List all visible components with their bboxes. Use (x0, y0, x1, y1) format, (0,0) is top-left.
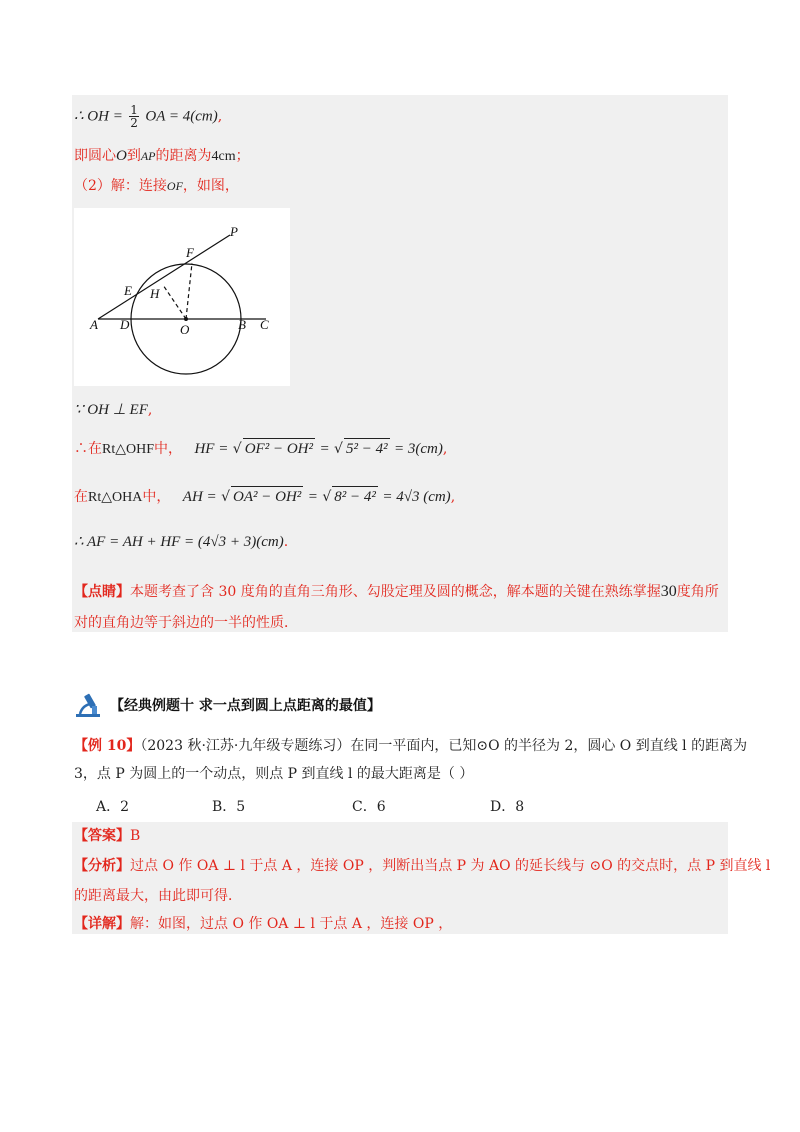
example-text-1: （2023 秋·江苏·九年级专题练习）在同一平面内，已知⊙O 的半径为 2，圆心 O 到直线 l 的距离为 (140, 738, 748, 754)
segment-oh (163, 285, 186, 319)
part2-line (74, 176, 239, 196)
ah-result: = 4√3 (cm) (382, 489, 451, 505)
hf-prefix: ∴在 (74, 441, 102, 457)
label-b: B (238, 317, 246, 332)
analysis-text-1: 过点 O 作 OA ⊥ l 于点 A ，连接 OP ，判断出当点 P 为 AO 的延长线与 ⊙O 的交点时，点 P 到直线 l (130, 858, 771, 874)
ah-equation-line: 在Rt△OHA中， AH = √ OA² − OH² = √ 8² − 4² = 4√3 (cm), (74, 486, 455, 508)
part2-tail: ，如图， (182, 178, 239, 194)
ah-lhs: AH = (182, 489, 217, 505)
oh-equation-line (74, 104, 222, 129)
distance-line (74, 146, 250, 167)
oh-rhs: OA = 4(cm) (145, 108, 218, 125)
detail-line (74, 914, 452, 934)
choice-d[interactable]: D．8 (490, 799, 525, 815)
detail-text: 解：如图，过点 O 作 OA ⊥ l 于点 A ，连接 OP ， (130, 916, 453, 932)
af-equation-line (74, 532, 288, 552)
label-a: A (90, 317, 98, 332)
comment-line-1 (74, 582, 719, 602)
center-point (184, 317, 188, 321)
hf-eq: = (319, 441, 330, 457)
ah-triangle: Rt△OHA (88, 490, 143, 505)
oh-tail: , (217, 108, 223, 125)
ah-prefix: 在 (74, 489, 88, 505)
choice-b[interactable]: B．5 (212, 799, 246, 815)
section-title-bar (74, 692, 381, 718)
distance-text-d: ； (235, 148, 250, 164)
choice-c[interactable]: C．6 (352, 799, 386, 815)
comment-text-2: 度角所 (676, 584, 719, 600)
label-e: E (124, 283, 132, 298)
comment-num: 30 (660, 583, 677, 600)
example-line-1 (74, 736, 747, 756)
answer-tag: 【答案】 (74, 828, 130, 844)
hf-triangle: Rt△OHF (102, 442, 155, 457)
example-tag: 【例 10】 (74, 738, 141, 754)
ah-radicand: OA² − OH² (231, 486, 303, 507)
distance-value: 4cm (211, 149, 236, 164)
hf-lhs: HF = (194, 441, 229, 457)
label-o: O (180, 322, 190, 337)
label-p: P (230, 224, 238, 239)
answer-line (74, 826, 140, 846)
comment-tag: 【点睛】 (74, 584, 130, 600)
perpendicular-line (74, 400, 152, 420)
ah-radicand-2: 8² − 4² (332, 486, 378, 507)
ah-tail: , (450, 489, 456, 505)
geometry-diagram (74, 208, 290, 386)
hf-middle: 中， (154, 441, 183, 457)
section-title: 【经典例题十 求一点到圆上点距离的最值】 (110, 698, 381, 714)
distance-text-c: 的距离为 (155, 148, 212, 164)
distance-text-a: 即圆心 (74, 148, 116, 164)
af-tail: . (283, 534, 289, 550)
circle-diagram-svg (74, 208, 290, 386)
frac-num: 1 (130, 103, 138, 117)
ah-eq: = (307, 489, 318, 505)
frac-den: 2 (130, 116, 138, 130)
af-expr: ∴ AF = AH + HF = (4√3 + 3)(cm) (74, 534, 284, 550)
answer-value: B (130, 828, 141, 844)
microscope-icon (74, 692, 104, 718)
hf-equation-line: ∴在Rt△OHF中， HF = √ OF² − OH² = √ 5² − 4² = 3(cm), (74, 438, 447, 460)
hf-radicand: OF² − OH² (243, 438, 315, 459)
oh-lhs: ∴ OH = (74, 108, 123, 125)
example-line-2 (74, 764, 473, 784)
distance-text-b: 到 (126, 148, 141, 164)
detail-tag: 【详解】 (74, 916, 130, 932)
label-h: H (150, 286, 160, 301)
ah-middle: 中， (142, 489, 171, 505)
label-d: D (120, 317, 130, 332)
label-f: F (186, 245, 194, 260)
segment-of (186, 263, 192, 319)
comment-text-1: 本题考查了含 30 度角的直角三角形、勾股定理及圆的概念，解本题的关键在熟练掌握 (130, 584, 661, 600)
analysis-tag: 【分析】 (74, 858, 130, 874)
analysis-line-2 (74, 886, 242, 906)
perp-tail: , (147, 402, 153, 418)
comment-text-3: 对的直角边等于斜边的一半的性质． (74, 615, 298, 631)
choice-a[interactable]: A．2 (96, 799, 130, 815)
fraction-half (129, 104, 139, 129)
hf-tail: , (442, 441, 448, 457)
analysis-text-2: 的距离最大，由此即可得． (74, 888, 242, 904)
distance-ap: AP (140, 149, 156, 163)
comment-line-2 (74, 613, 298, 633)
distance-o: O (116, 148, 127, 164)
analysis-line-1 (74, 856, 770, 876)
example-text-2: 3，点 P 为圆上的一个动点，则点 P 到直线 l 的最大距离是（ ） (74, 766, 474, 782)
label-c: C (260, 317, 269, 332)
part2-of: OF (166, 179, 183, 193)
hf-radicand-2: 5² − 4² (344, 438, 390, 459)
hf-result: = 3(cm) (394, 441, 443, 457)
part2-text: （2）解：连接 (74, 178, 167, 194)
perp-expr: ∵ OH ⊥ EF (74, 402, 148, 418)
line-ap (98, 235, 230, 319)
